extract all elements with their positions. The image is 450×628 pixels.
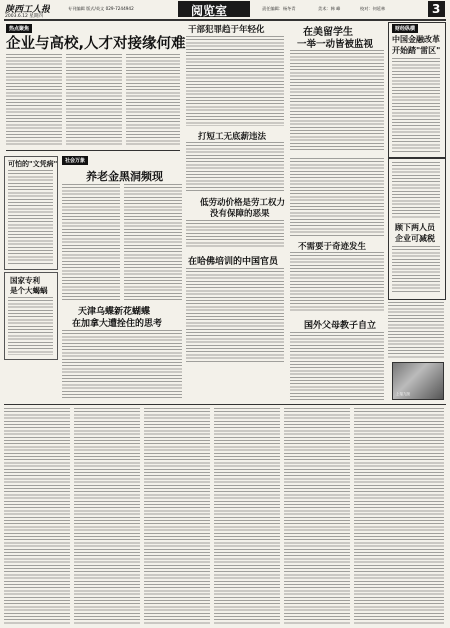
lower-col2 bbox=[74, 408, 140, 624]
lower-col5 bbox=[284, 408, 350, 624]
a1-tag: 热点聚焦 bbox=[6, 24, 32, 33]
page-number-box bbox=[428, 1, 445, 17]
a6-body bbox=[8, 170, 53, 264]
a12-pre-body bbox=[392, 162, 440, 218]
a8-subtitle: 没有保障的恶果 bbox=[210, 209, 270, 219]
a11-body bbox=[186, 268, 284, 364]
page-number: 3 bbox=[432, 2, 441, 16]
masthead-rule bbox=[4, 19, 446, 21]
a4-tag: 财经纵横 bbox=[392, 24, 418, 33]
a4-body bbox=[392, 58, 440, 152]
a9-title: 不需要于奇迹发生 bbox=[298, 242, 367, 252]
art-credit: 美术：韩 峰 bbox=[318, 6, 341, 11]
a13-title: 天津乌蝶新花蝴蝶 bbox=[78, 307, 151, 317]
a6-title: 可怕的"文凭病" bbox=[8, 160, 58, 168]
a1-title: 企业与高校,人才对接缘何难 bbox=[6, 36, 186, 52]
a1-body-col2 bbox=[66, 54, 122, 146]
a7-title: 养老金黑洞频现 bbox=[86, 170, 163, 183]
a3-title: 在美留学生 bbox=[303, 27, 353, 38]
masthead bbox=[0, 0, 450, 22]
lower-col1 bbox=[4, 408, 70, 624]
a2-title: 干部犯罪趋于年轻化 bbox=[188, 25, 265, 35]
a14-side-body bbox=[388, 302, 444, 358]
a12-title: 顾下两人员 bbox=[395, 223, 435, 232]
editor-credit: 责任编辑：杨冬青 bbox=[262, 6, 296, 11]
a10-title: 国家专利 bbox=[10, 276, 40, 285]
proof-credit: 校对：何延林 bbox=[360, 6, 386, 11]
paper-name: 陕西工人报 bbox=[5, 5, 51, 15]
a5-title: 打短工无底薪违法 bbox=[198, 132, 267, 142]
lower-col4 bbox=[214, 408, 280, 624]
a13-body bbox=[62, 330, 182, 398]
a14-body bbox=[290, 332, 384, 400]
section-title: 阅览室 bbox=[191, 4, 228, 18]
a1-body-col3 bbox=[126, 54, 180, 146]
lower-col3 bbox=[144, 408, 210, 624]
a13-subtitle: 在加拿大遭拴住的思考 bbox=[72, 319, 163, 329]
lower-divider bbox=[4, 404, 446, 405]
header-info: 专刊编辑 版式/英文 029-7244942 bbox=[68, 6, 134, 11]
a10-subtitle: 是个大蝎蜗 bbox=[10, 286, 48, 295]
lower-col6 bbox=[354, 408, 444, 624]
a8-title: 低劳动价格是劳工权力 bbox=[200, 198, 286, 208]
a3-subtitle: 一举一动皆被监视 bbox=[297, 39, 374, 50]
a4-title: 中国金融改革 bbox=[392, 35, 440, 44]
a3-body bbox=[290, 50, 384, 150]
date-line: 2003.6.12 星期四 bbox=[5, 14, 43, 19]
a12-body bbox=[392, 246, 440, 294]
a9-body bbox=[290, 252, 384, 312]
a9-body-top bbox=[290, 158, 384, 238]
a2-body bbox=[186, 36, 284, 126]
section-banner bbox=[178, 1, 250, 17]
a12-subtitle: 企业可减税 bbox=[395, 234, 435, 243]
a4-subtitle: 开始踏"雷区" bbox=[392, 46, 441, 55]
a11-title: 在哈佛培训的中国官员 bbox=[188, 257, 279, 267]
a1-body-col1 bbox=[6, 54, 62, 146]
a8-body bbox=[186, 220, 284, 248]
divider-a1 bbox=[6, 150, 180, 151]
a5-body bbox=[186, 142, 284, 192]
a7-body-col2 bbox=[124, 184, 182, 300]
a10-body bbox=[8, 297, 53, 355]
corner-note: 上接九版 bbox=[396, 392, 410, 396]
a7-tag: 社会万象 bbox=[62, 156, 88, 165]
a14-title: 国外父母教子自立 bbox=[304, 321, 377, 331]
a7-body-col1 bbox=[62, 184, 120, 300]
